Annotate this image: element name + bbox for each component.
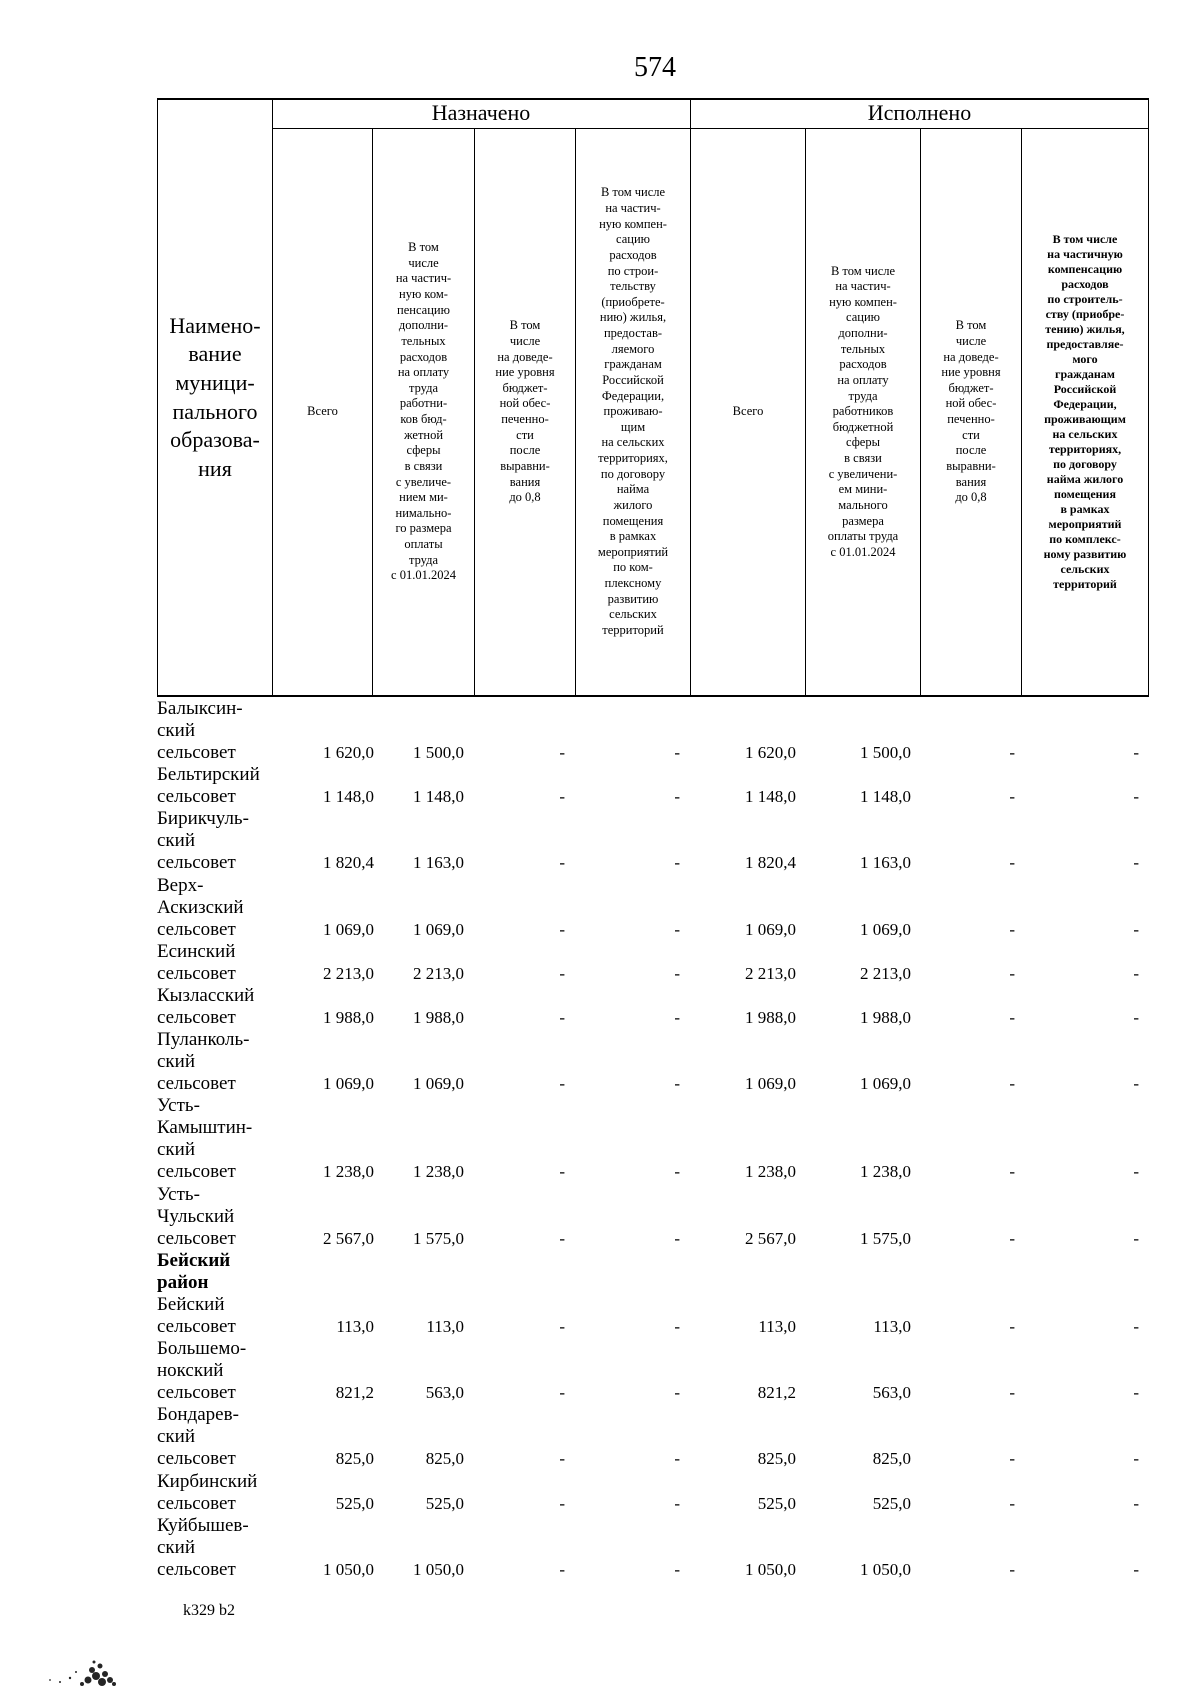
table-cell: 113,0	[426, 1317, 464, 1336]
table-cell: -	[1133, 1383, 1139, 1403]
table-cell: -	[559, 743, 565, 762]
table-cell: -	[674, 853, 680, 873]
table-cell: 1 050,0	[323, 1559, 374, 1579]
table-cell: -	[674, 1493, 680, 1513]
table-cell: -	[1009, 1493, 1015, 1513]
table-cell: 1 163,0	[413, 853, 464, 873]
row-name: Усть- Чульский сельсовет	[157, 1183, 236, 1249]
table-cell: 1 988,0	[745, 1008, 796, 1027]
table-cell: 1 148,0	[323, 787, 374, 807]
row-name: Пуланколь- ский сельсовет	[157, 1029, 250, 1095]
table-cell: 1 050,0	[860, 1559, 911, 1579]
table-cell: -	[674, 919, 680, 939]
table-cell: 1 069,0	[745, 919, 796, 939]
table-cell: -	[674, 963, 680, 983]
table-cell: -	[559, 1559, 565, 1579]
table-cell: -	[559, 1228, 565, 1248]
table-cell: -	[1009, 919, 1015, 939]
row-name: Кирбинский сельсовет	[157, 1470, 258, 1514]
table-cell: 1 238,0	[323, 1162, 374, 1182]
column-header-assigned-total-text: Всего	[307, 404, 338, 419]
table-cell: -	[1133, 1162, 1139, 1182]
table-cell: -	[559, 1449, 565, 1469]
table-cell: -	[559, 919, 565, 939]
table-cell: 1 620,0	[745, 743, 796, 762]
table-cell: -	[1133, 963, 1139, 983]
table-cell: -	[674, 1162, 680, 1182]
column-header-assigned-min-wage-text: В том числе на частич- ную ком- пенсацию дополни- тельных расходов на оплату труда работни- ков бюд- жетной сферы в связи с увеличе- нием ми- нимально- го размера оплаты труда с 01.01.2024	[391, 240, 456, 583]
column-header-executed-budget	[921, 129, 1021, 695]
table-cell: 1 050,0	[745, 1559, 796, 1579]
row-name: Кызласский сельсовет	[157, 985, 255, 1028]
header-bottom-border	[157, 695, 1149, 697]
table-cell: -	[559, 1008, 565, 1027]
row-name: Бирикчуль- ский сельсовет	[157, 808, 249, 874]
table-cell: 113,0	[336, 1317, 374, 1336]
table-cell: 825,0	[872, 1449, 911, 1469]
table-cell: -	[559, 787, 565, 807]
table-cell: 821,2	[335, 1383, 374, 1403]
table-cell: -	[674, 1559, 680, 1579]
row-name: Есинский сельсовет	[157, 940, 236, 984]
table-cell: -	[1009, 1559, 1015, 1579]
table-cell: 1 820,4	[323, 853, 374, 873]
table-cell: 525,0	[757, 1493, 796, 1513]
table-cell: -	[1133, 919, 1139, 939]
table-cell: 1 148,0	[860, 787, 911, 807]
column-header-assigned-housing	[576, 129, 690, 695]
table-cell: 1 069,0	[745, 1074, 796, 1094]
table-cell: -	[1009, 1162, 1015, 1182]
table-cell: -	[1009, 963, 1015, 983]
table-cell: 525,0	[425, 1493, 464, 1513]
column-header-assigned-min-wage	[373, 129, 474, 695]
table-cell: 1 238,0	[413, 1162, 464, 1182]
table-cell: 1 575,0	[860, 1228, 911, 1248]
table-cell: 1 069,0	[860, 919, 911, 939]
column-header-executed-total	[691, 129, 805, 695]
column-header-executed-total-text: Всего	[732, 404, 764, 419]
column-header-assigned-budget-text: В том числе на доведе- ние уровня бюджет- ной обес- печенно- сти после выравни- вания до 0,8	[495, 318, 555, 505]
header-top-border	[157, 98, 1149, 100]
table-cell: 1 988,0	[323, 1008, 374, 1027]
row-name: Усть- Камыштин- ский сельсовет	[157, 1095, 253, 1183]
row-name: Балыксин- ский сельсовет	[157, 698, 243, 763]
table-cell: 1 163,0	[860, 853, 911, 873]
table-cell: 113,0	[873, 1317, 911, 1336]
table-cell: -	[1009, 1383, 1015, 1403]
column-header-executed-housing-text: В том числе на частичную компенсацию расходов по строитель- ству (приобре- тению) жилья, предоставляе- мого гражданам Российской Федерации, проживающим на сельских территориях, по договору найма жилого помещения в рамках мероприятий по комплекс- ному развитию сельских территорий	[1043, 232, 1127, 591]
table-cell: -	[1133, 787, 1139, 807]
table-cell: 1 500,0	[413, 743, 464, 762]
table-cell: -	[1133, 1008, 1139, 1027]
table-cell: -	[1133, 1228, 1139, 1248]
table-cell: -	[1009, 1008, 1015, 1027]
table-cell: -	[674, 1074, 680, 1094]
table-cell: 1 148,0	[745, 787, 796, 807]
table-cell: 825,0	[425, 1449, 464, 1469]
row-name: Бельтирский сельсовет	[157, 764, 260, 808]
table-cell: -	[1009, 787, 1015, 807]
row-name: Бондарев- ский сельсовет	[157, 1404, 239, 1470]
table-cell: 563,0	[872, 1383, 911, 1403]
table-cell: 1 069,0	[413, 919, 464, 939]
table-cell: 1 575,0	[413, 1228, 464, 1248]
row-name: Верх- Аскизский сельсовет	[157, 874, 244, 940]
table-cell: -	[674, 743, 680, 762]
column-header-executed-min-wage	[806, 129, 920, 695]
table-cell: 1 500,0	[860, 743, 911, 762]
table-cell: 825,0	[757, 1449, 796, 1469]
table-cell: 525,0	[872, 1493, 911, 1513]
column-header-executed-housing	[1022, 129, 1148, 695]
table-cell: -	[1009, 1074, 1015, 1094]
table-cell: 1 069,0	[413, 1074, 464, 1094]
table-cell: 113,0	[758, 1317, 796, 1336]
column-header-assigned-budget	[475, 129, 575, 695]
group-executed: Исполнено	[867, 100, 972, 125]
group-assigned: Назначено	[431, 100, 531, 125]
table-cell: -	[1009, 1228, 1015, 1248]
table-cell: -	[1009, 743, 1015, 762]
column-header-executed-min-wage-text: В том числе на частич- ную компен- сацию дополни- тельных расходов на оплату труда работников бюджетной сферы в связи с увеличени- ем мини- мального размера оплаты труда с 01.01.2024	[827, 263, 899, 559]
scan-noise-mark	[30, 1640, 120, 1686]
table-cell: -	[1133, 743, 1139, 762]
table-cell: 1 820,4	[745, 853, 796, 873]
row-name: Куйбышев- ский сельсовет	[157, 1514, 249, 1580]
footer-code: k329 b2	[183, 1602, 235, 1619]
table-cell: -	[1133, 1493, 1139, 1513]
table-cell: -	[559, 1074, 565, 1094]
table-cell: 1 069,0	[860, 1074, 911, 1094]
table-cell: 825,0	[335, 1449, 374, 1469]
table-cell: 2 213,0	[860, 963, 911, 983]
table-cell: -	[1009, 1449, 1015, 1469]
row-name: Большемо- нокский сельсовет	[157, 1338, 247, 1404]
table-cell: 1 620,0	[323, 743, 374, 762]
table-cell: -	[674, 1317, 680, 1336]
table-cell: -	[674, 1449, 680, 1469]
table-header	[157, 98, 1149, 697]
table-cell: -	[1133, 1559, 1139, 1579]
table-cell: -	[1009, 1317, 1015, 1336]
column-header-assigned-housing-text: В том числе на частич- ную компен- сацию расходов по строи- тельству (приобрете- нию) жилья, предостав- ляемого гражданам Российской Федерации, проживаю- щим на сельских территориях, по договору найма жилого помещения в рамках мероприятий по ком- плексному развитию сельских территорий	[597, 185, 669, 637]
table-cell: 1 238,0	[860, 1162, 911, 1182]
page-number: 574	[634, 52, 676, 83]
column-header-name-text: Наимено- вание муници- пального образова- ния	[169, 312, 261, 481]
table-cell: -	[674, 787, 680, 807]
table-cell: -	[1133, 1317, 1139, 1336]
table-cell: -	[674, 1228, 680, 1248]
column-header-name	[158, 100, 272, 695]
table-cell: 2 213,0	[745, 963, 796, 983]
table-cell: -	[559, 1162, 565, 1182]
table-cell: -	[1009, 853, 1015, 873]
table-cell: 525,0	[335, 1493, 374, 1513]
table-cell: 1 050,0	[413, 1559, 464, 1579]
table-cell: 2 213,0	[323, 963, 374, 983]
table-cell: 1 069,0	[323, 1074, 374, 1094]
row-name: Бейский сельсовет	[157, 1294, 236, 1337]
table-cell: 2 213,0	[413, 963, 464, 983]
table-cell: 563,0	[425, 1383, 464, 1403]
table-cell: 821,2	[757, 1383, 796, 1403]
table-cell: -	[674, 1383, 680, 1403]
table-cell: 1 238,0	[745, 1162, 796, 1182]
table-cell: 1 148,0	[413, 787, 464, 807]
column-header-assigned-total	[273, 129, 372, 695]
table-cell: -	[1133, 853, 1139, 873]
table-cell: 1 988,0	[860, 1008, 911, 1027]
table-cell: 1 988,0	[413, 1008, 464, 1027]
table-cell: -	[559, 853, 565, 873]
table-cell: -	[1133, 1449, 1139, 1469]
table-cell: -	[559, 1383, 565, 1403]
table-cell: -	[559, 1493, 565, 1513]
table-cell: 1 069,0	[323, 919, 374, 939]
table-cell: -	[559, 1317, 565, 1336]
table-cell: -	[1133, 1074, 1139, 1094]
table-cell: -	[674, 1008, 680, 1027]
table-cell: -	[559, 963, 565, 983]
row-name: Бейский район	[157, 1249, 231, 1293]
header-right-border	[1148, 98, 1149, 697]
table-cell: 2 567,0	[323, 1228, 374, 1248]
column-header-executed-budget-text: В том числе на доведе- ние уровня бюджет- ной обес- печенно- сти после выравни- вания до 0,8	[941, 318, 1001, 505]
table-cell: 2 567,0	[745, 1228, 796, 1248]
